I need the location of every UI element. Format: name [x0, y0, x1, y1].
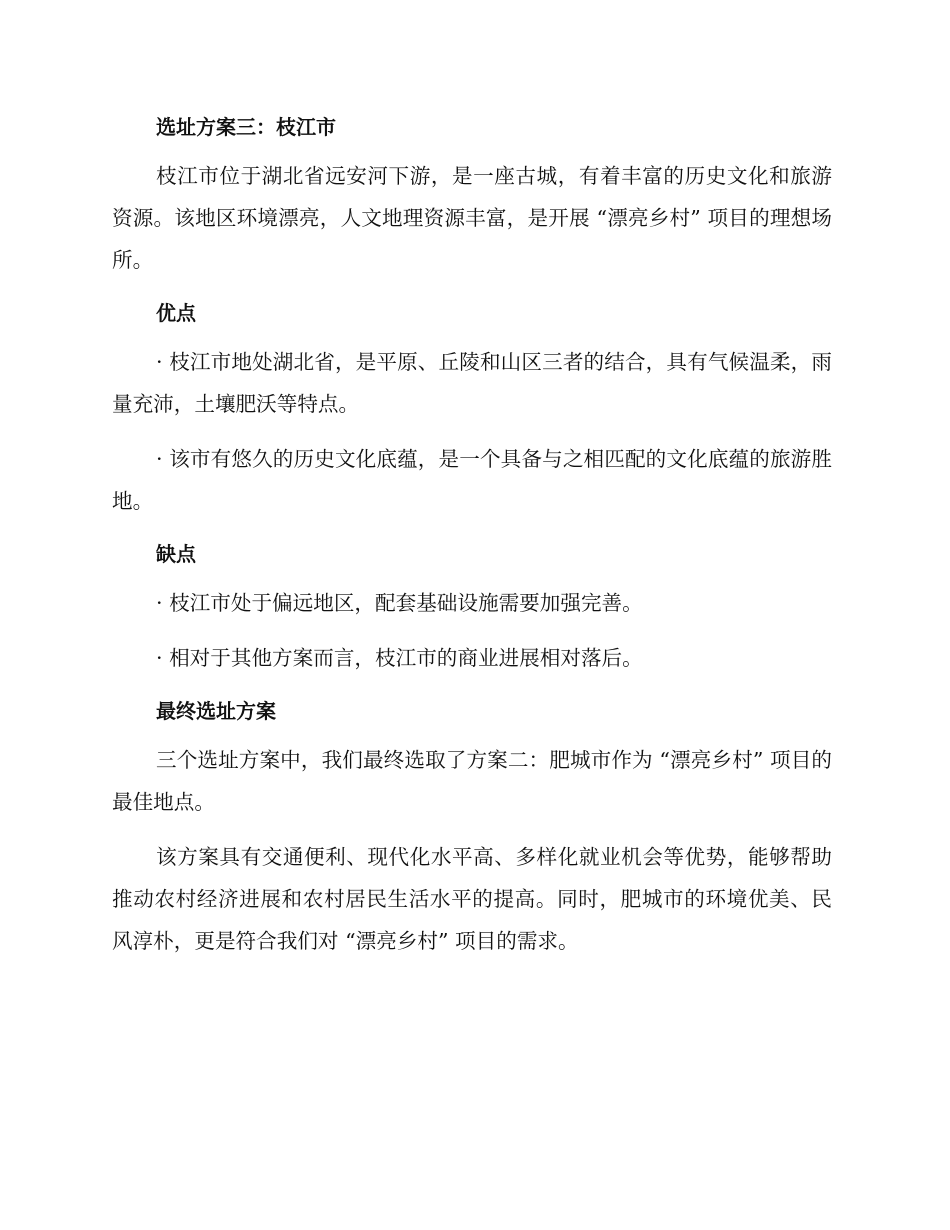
final-title: 最终选址方案: [156, 699, 276, 723]
section3-title: 选址方案三：枝江市: [156, 115, 336, 139]
cons-item-1: · 枝江市处于偏远地区，配套基础设施需要加强完善。: [156, 591, 643, 615]
pros-item-2: · 该市有悠久的历史文化底蕴，是一个具备与之相匹配的文化底蕴的旅游胜地。: [112, 447, 832, 513]
final-paragraph-2: 该方案具有交通便利、现代化水平高、多样化就业机会等优势，能够帮助推动农村经济进展和农村居民生活水平的提高。同时，肥城市的环境优美、民风淳朴，更是符合我们对 “漂亮乡村” 项目的需求。: [112, 845, 832, 953]
document-page: [112, 112, 832, 962]
cons-title: 缺点: [156, 542, 196, 566]
cons-item-2: · 相对于其他方案而言，枝江市的商业进展相对落后。: [156, 646, 643, 670]
pros-item-1: · 枝江市地处湖北省，是平原、丘陵和山区三者的结合，具有气候温柔，雨量充沛，土壤肥沃等特点。: [112, 350, 832, 416]
final-paragraph-1: 三个选址方案中，我们最终选取了方案二：肥城市作为 “漂亮乡村” 项目的最佳地点。: [112, 748, 832, 814]
section3-intro: 枝江市位于湖北省远安河下游，是一座古城，有着丰富的历史文化和旅游资源。该地区环境漂亮，人文地理资源丰富，是开展 “漂亮乡村” 项目的理想场所。: [112, 164, 832, 272]
pros-title: 优点: [156, 301, 196, 325]
